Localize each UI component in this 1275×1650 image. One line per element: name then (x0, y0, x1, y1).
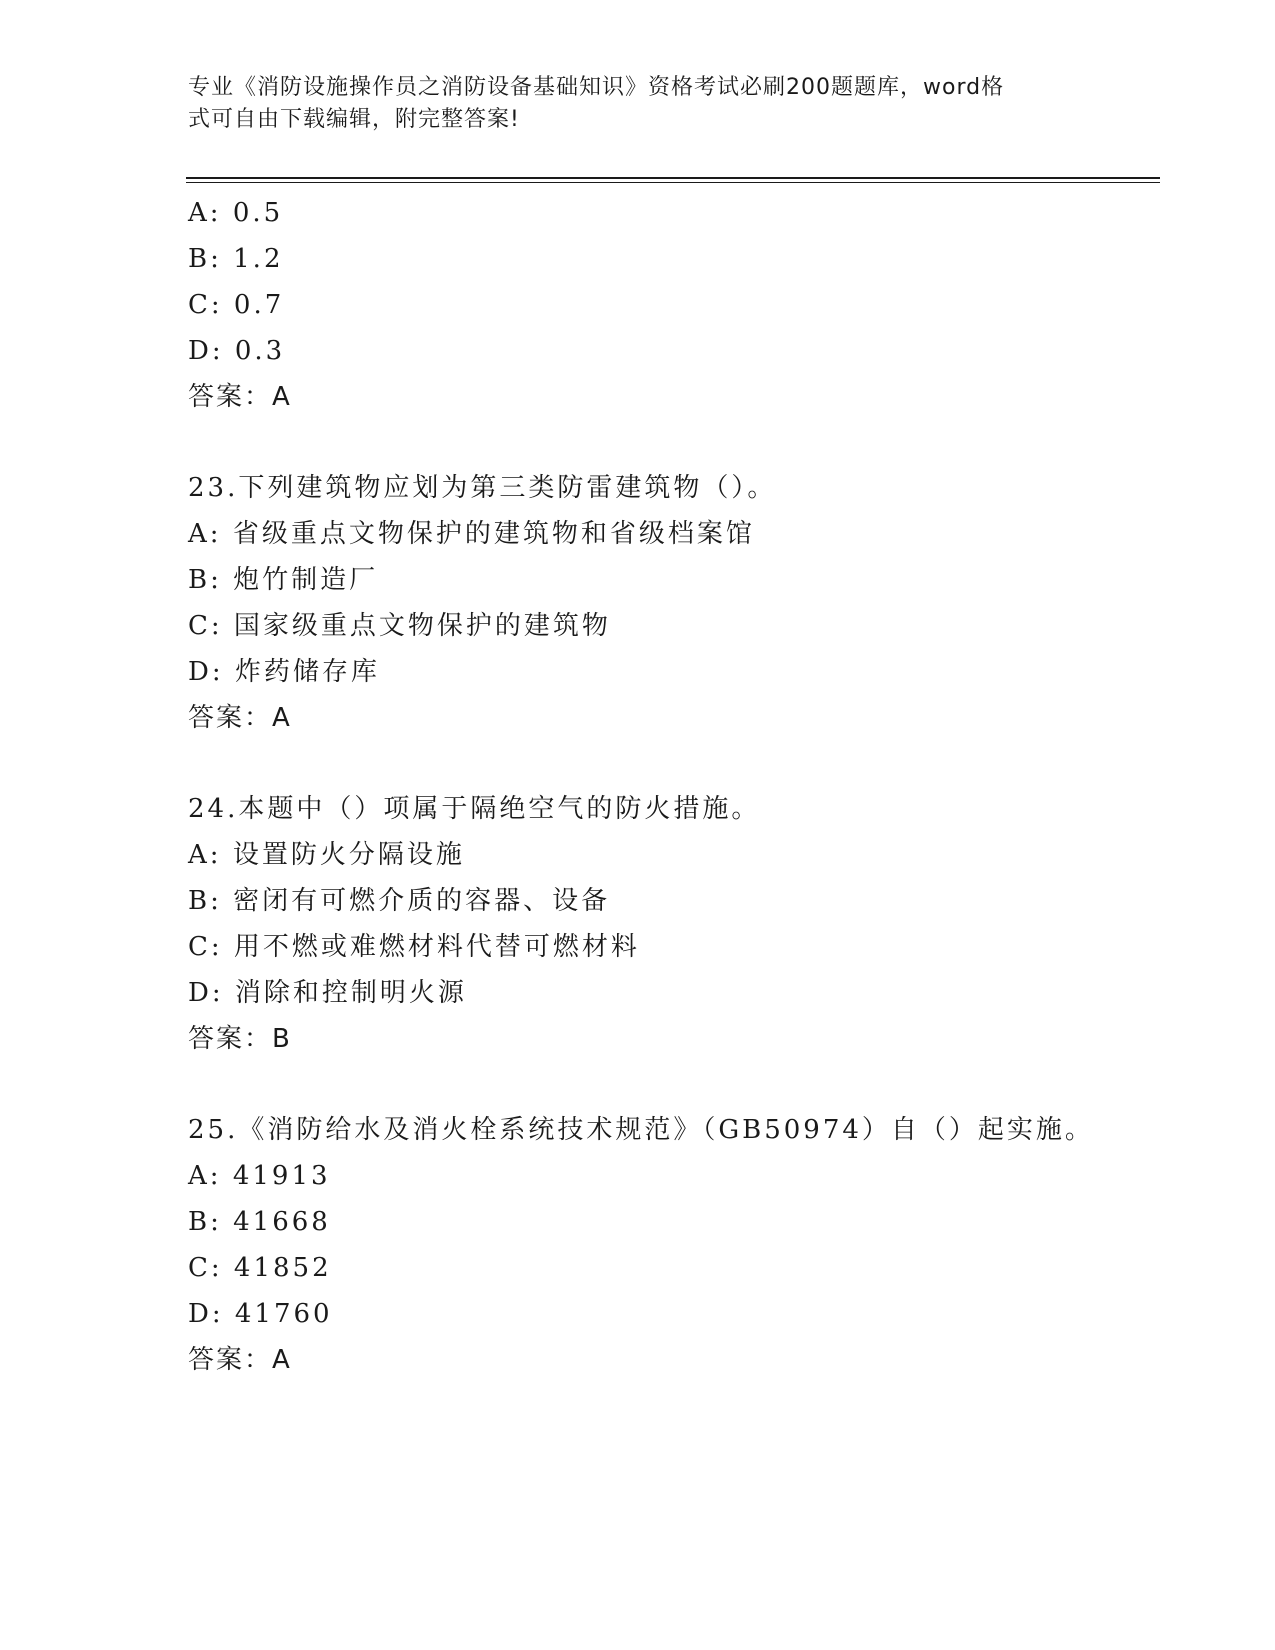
header-line-2: 式可自由下载编辑，附完整答案! (188, 107, 520, 132)
option-label: A: (188, 1161, 222, 1191)
option-d (188, 649, 1148, 695)
option-text: 0.7 (233, 290, 285, 320)
option-a (188, 832, 1148, 878)
option-text: 炸药储存库 (234, 657, 380, 687)
question-22-continued (188, 190, 1148, 420)
question-stem: 23.下列建筑物应划为第三类防雷建筑物（）。 (188, 473, 777, 503)
option-text: 41760 (234, 1299, 333, 1329)
option-text: 41668 (233, 1207, 331, 1237)
option-c (188, 1245, 1148, 1291)
option-label: D: (188, 657, 224, 687)
option-c (188, 603, 1148, 649)
option-b (188, 878, 1148, 924)
option-c (188, 282, 1148, 328)
option-label: A: (188, 840, 222, 870)
spacer (188, 741, 1148, 786)
question-list (188, 190, 1148, 1383)
option-a (188, 511, 1148, 557)
question-25 (188, 1107, 1148, 1383)
option-label: B: (188, 1207, 222, 1237)
option-text: 省级重点文物保护的建筑物和省级档案馆 (232, 519, 755, 549)
spacer (188, 1062, 1148, 1107)
option-label: C: (188, 932, 223, 962)
option-label: B: (188, 565, 222, 595)
header-divider-thick (186, 177, 1160, 179)
answer-line: 答案：A (188, 1345, 292, 1375)
question-24 (188, 786, 1148, 1062)
option-b (188, 557, 1148, 603)
option-label: B: (188, 244, 222, 274)
option-text: 用不燃或难燃材料代替可燃材料 (233, 932, 640, 962)
option-label: C: (188, 611, 223, 641)
option-label: D: (188, 336, 224, 366)
option-text: 41852 (233, 1253, 332, 1283)
question-stem: 24.本题中（）项属于隔绝空气的防火措施。 (188, 794, 761, 824)
option-a (188, 190, 1148, 236)
option-text: 1.2 (233, 244, 284, 274)
option-label: A: (188, 198, 222, 228)
option-text: 0.5 (232, 198, 284, 228)
option-d (188, 328, 1148, 374)
option-label: B: (188, 886, 222, 916)
option-c (188, 924, 1148, 970)
answer-line: 答案：B (188, 1024, 292, 1054)
spacer (188, 420, 1148, 465)
option-a (188, 1153, 1148, 1199)
option-text: 密闭有可燃介质的容器、设备 (233, 886, 611, 916)
option-d (188, 970, 1148, 1016)
option-label: A: (188, 519, 222, 549)
option-text: 炮竹制造厂 (233, 565, 379, 595)
option-text: 0.3 (234, 336, 286, 366)
option-label: D: (188, 1299, 224, 1329)
option-label: C: (188, 290, 223, 320)
question-23 (188, 465, 1148, 741)
answer-line: 答案：A (188, 703, 292, 733)
option-text: 设置防火分隔设施 (232, 840, 465, 870)
header-line-1: 专业《消防设施操作员之消防设备基础知识》资格考试必刷200题题库，word格 (188, 75, 1005, 100)
question-stem: 25.《消防给水及消火栓系统技术规范》（GB50974）自（）起实施。 (188, 1115, 1094, 1145)
option-text: 消除和控制明火源 (234, 978, 467, 1008)
document-header (188, 72, 1068, 136)
option-b (188, 1199, 1148, 1245)
option-label: D: (188, 978, 224, 1008)
answer-line: 答案：A (188, 382, 292, 412)
header-divider-thin (186, 182, 1160, 183)
option-d (188, 1291, 1148, 1337)
option-b (188, 236, 1148, 282)
option-text: 41913 (232, 1161, 331, 1191)
option-text: 国家级重点文物保护的建筑物 (233, 611, 611, 641)
option-label: C: (188, 1253, 223, 1283)
